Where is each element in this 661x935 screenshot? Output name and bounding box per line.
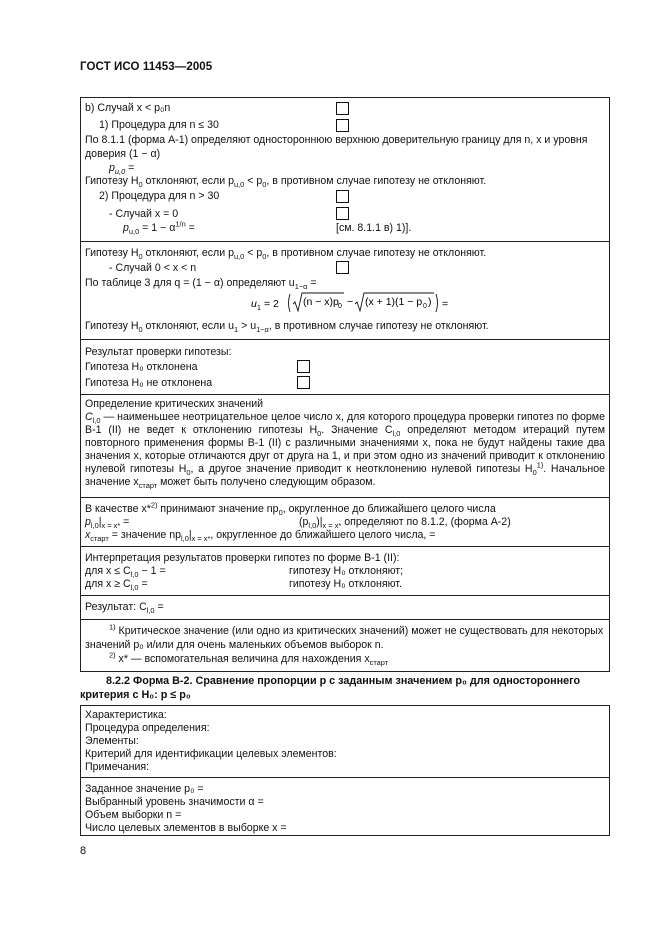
pu-formula: $p_{u,0} = 1 - \alpha^{1/n}$ = bbox=[123, 219, 195, 237]
checkbox-rejected[interactable] bbox=[297, 360, 310, 373]
formula-u: u bbox=[251, 298, 257, 310]
svg-text:0: 0 bbox=[423, 303, 427, 310]
interp-row1-left: для $x \le C_{l,0} - 1$ = bbox=[85, 565, 166, 580]
section-final-result bbox=[81, 596, 609, 620]
form-b2 bbox=[80, 705, 610, 836]
footnote-2: $^{2)}$ x* — вспомогательная величина для нахождения $x_{старт}$ bbox=[109, 650, 389, 668]
form-b2-parameters bbox=[81, 778, 609, 836]
footnote-1-line-a: $^{1)}$ Критическое значение (или одно из критических значений) может не существовать для некоторых bbox=[109, 622, 604, 637]
section-822-heading bbox=[80, 675, 610, 702]
svg-text:0: 0 bbox=[338, 303, 342, 310]
document-header: ГОСТ ИСО 11453—2005 bbox=[80, 61, 213, 73]
field-notes: Примечания: bbox=[85, 761, 150, 773]
checkbox-case-b[interactable] bbox=[336, 102, 349, 115]
table3-line: По таблице 3 для q = (1 − α) определяют $u_{1-\alpha}$ = bbox=[85, 277, 317, 292]
case-mid-label: - Случай 0 < x < n bbox=[109, 262, 197, 274]
hypothesis-rule-1: Гипотезу $H_0$ отклоняют, если $p_{u,0} < p_0$, в противном случае гипотезу не отклоняют. bbox=[85, 175, 487, 190]
footnotes bbox=[81, 620, 609, 672]
section-822-line1: 8.2.2 Форма В-2. Сравнение пропорции p с заданным значением p₀ для одностороннего bbox=[106, 675, 581, 687]
form-b2-description bbox=[81, 706, 609, 778]
pu-label: $p_{u,0}$ = bbox=[109, 162, 135, 177]
checkbox-procedure-1[interactable] bbox=[336, 119, 349, 132]
formula-eq: = 2 bbox=[264, 298, 279, 310]
critical-paragraph: $C_{l,0}$ — наименьшее неотрицательное целое число x, для которого процедура проверки гипотез по форме В-1 (II) не ведет к отклонению гипотезы $H_0$. Значение $C_{l,0}$ определяют методом итераций путем повторного применения формы В-1 (II) с различными значениями x, пока не будут найдены такие два значения x, которые отличаются друг от друга на 1, и при этом одно из значений приводит к отклонению нулевой гипотезы $H_0$, а другое значение приводит к неотклонению нулевой гипотезы $H_0^{1)}$. Начальное значение $x_{старт}$ может быть получено следующим образом. bbox=[85, 411, 605, 491]
section-case-mid bbox=[81, 242, 609, 340]
procedure-1-text-b: доверия (1 − α) bbox=[85, 148, 161, 160]
case-x0-label: - Случай x = 0 bbox=[109, 208, 179, 220]
form-b1-continuation bbox=[80, 97, 610, 672]
section-start-value bbox=[81, 498, 609, 547]
xstar-line: В качестве x*$^{2)}$ принимают значение $np_0$, округленное до ближайшего целого числа bbox=[85, 500, 496, 518]
field-criterion: Критерий для идентификации целевых элементов: bbox=[85, 748, 337, 760]
formula-minus: − bbox=[347, 296, 354, 308]
field-elements: Элементы: bbox=[85, 735, 139, 747]
pl0-line: $p_{l,0}|_{x = x*}$ = bbox=[85, 516, 130, 531]
result-title: Результат проверки гипотезы: bbox=[85, 346, 232, 358]
section-case-b bbox=[81, 98, 609, 242]
hypothesis-rule-u: Гипотезу $H_0$ отклоняют, если $u_1 > u_{1-\alpha}$, в противном случае гипотезу не отклоняют. bbox=[85, 320, 489, 335]
critical-title: Определение критических значений bbox=[85, 398, 264, 410]
procedure-1-text-a: По 8.1.1 (форма А-1) определяют одностороннюю верхнюю доверительную границу для n, x и уровня bbox=[85, 134, 588, 146]
option-not-rejected-label: Гипотеза H₀ не отклонена bbox=[85, 377, 213, 389]
interpretation-title: Интерпретация результатов проверки гипотез по форме В-1 (II): bbox=[85, 552, 400, 564]
formula-end: = bbox=[442, 298, 449, 310]
interp-row2-right: гипотезу H₀ отклоняют. bbox=[289, 578, 402, 590]
reference-note: [см. 8.1.1 в) 1)]. bbox=[336, 222, 412, 234]
field-n: Объем выборки n = bbox=[85, 809, 182, 821]
option-rejected-label: Гипотеза H₀ отклонена bbox=[85, 361, 198, 373]
interp-row1-right: гипотезу H₀ отклоняют; bbox=[289, 565, 404, 577]
section-result bbox=[81, 340, 609, 395]
u1-formula bbox=[251, 290, 451, 316]
field-x: Число целевых элементов в выборке x = bbox=[85, 822, 287, 834]
field-characteristic: Характеристика: bbox=[85, 709, 167, 721]
section-interpretation bbox=[81, 547, 609, 596]
footnote-1-line-b: значений p₀ и/или для очень маленьких объемов выборок n. bbox=[85, 639, 384, 651]
svg-text:): ) bbox=[428, 296, 432, 308]
section-822-line2: критерия с H₀: p ≤ p₀ bbox=[80, 688, 191, 701]
checkbox-case-x0[interactable] bbox=[336, 207, 349, 220]
formula-u-sub: 1 bbox=[257, 305, 261, 312]
final-result: Результат: $C_{l,0}$ = bbox=[85, 601, 164, 616]
procedure-2-title: 2) Процедура для n > 30 bbox=[99, 190, 220, 202]
checkbox-procedure-2[interactable] bbox=[336, 190, 349, 203]
checkbox-case-mid[interactable] bbox=[336, 261, 349, 274]
section-critical-values bbox=[81, 395, 609, 498]
formula-term1: (n − x)p bbox=[303, 296, 339, 308]
procedure-1-title: 1) Процедура для n ≤ 30 bbox=[99, 119, 219, 131]
page-number: 8 bbox=[80, 845, 87, 857]
formula-term2: (x + 1)(1 − p bbox=[365, 296, 423, 308]
case-b-title: b) Случай x < p₀n bbox=[85, 102, 171, 114]
field-alpha: Выбранный уровень значимости α = bbox=[85, 796, 264, 808]
pl0-ref: $(p_{l,0})|_{x = x*}$ определяют по 8.1.2, (форма А-2) bbox=[299, 516, 511, 531]
field-p0: Заданное значение p₀ = bbox=[85, 783, 204, 795]
checkbox-not-rejected[interactable] bbox=[297, 376, 310, 389]
xstart-line: $x_{старт}$ = значение $np_{l,0}|_{x = x*}$, округленное до ближайшего целого числа, = bbox=[85, 529, 436, 544]
field-procedure: Процедура определения: bbox=[85, 722, 210, 734]
interp-row2-left: для $x \ge C_{l,0}$ = bbox=[85, 578, 148, 593]
hypothesis-rule-2: Гипотезу $H_0$ отклоняют, если $p_{u,0} < p_0$, в противном случае гипотезу не отклоняют. bbox=[85, 247, 487, 262]
